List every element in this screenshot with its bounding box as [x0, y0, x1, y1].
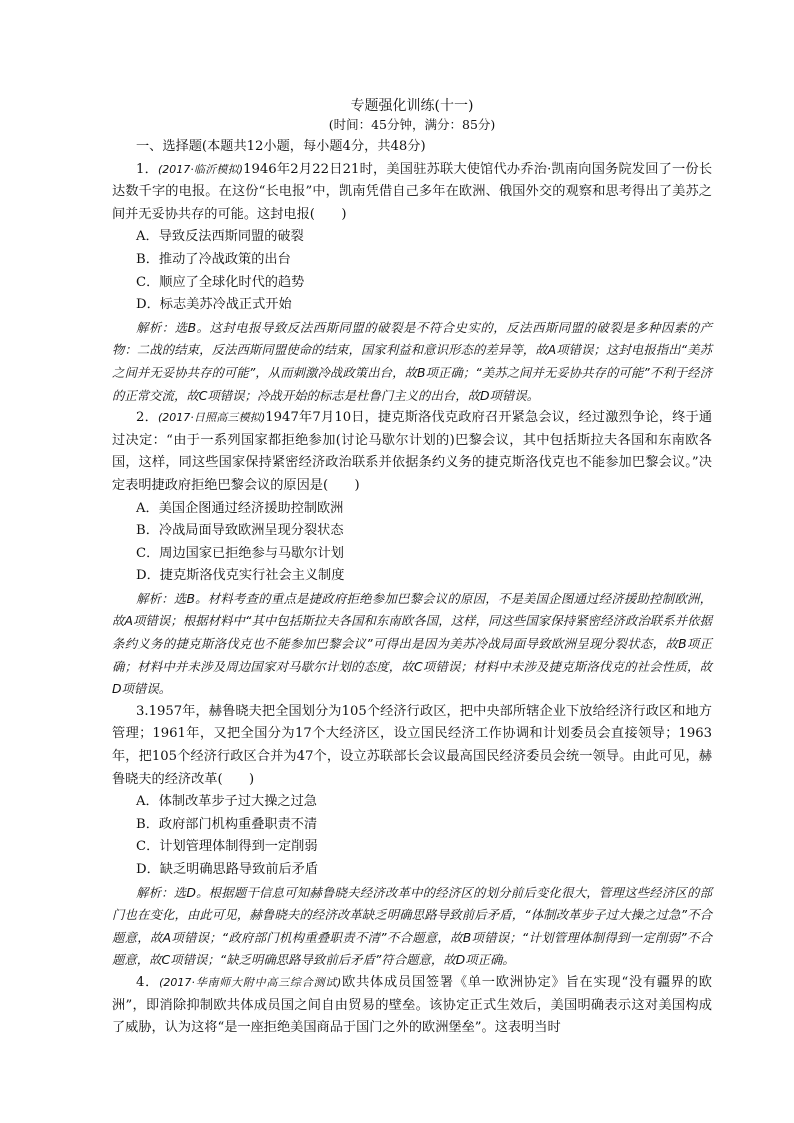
question-2-analysis: 解析：选B。材料考查的重点是捷政府拒绝参加巴黎会议的原因，不是美国企图通过经济援助控制欧洲，故A项错误；根据材料中“其中包括斯拉夫各国和东南欧各国，这样，同这些国家保持紧密经济政治联系并依据条约义务的捷克斯洛伐克也不能参加巴黎会议”可得出是因为美苏冷战局面导致欧洲呈现分裂状态，故B项正确；材料中并未涉及周边国家对马歇尔计划的态度，故C项错误；材料中未涉及捷克斯洛伐克的社会性质，故D项错误。 [112, 590, 712, 697]
question-1-source: (2017·临沂模拟) [158, 162, 244, 176]
question-1-option-d: D．标志美苏冷战正式开始 [136, 297, 292, 313]
question-4-stem [112, 972, 712, 1040]
question-1-option-c: C．顺应了全球化时代的趋势 [136, 274, 305, 290]
question-2-option-d: D．捷克斯洛伐克实行社会主义制度 [136, 568, 345, 584]
question-2-option-b: B．冷战局面导致欧洲呈现分裂状态 [136, 523, 344, 539]
question-3-option-a: A．体制改革步子过大操之过急 [136, 794, 317, 810]
question-1-option-b: B．推动了冷战政策的出台 [136, 251, 291, 267]
question-4-number: 4． [136, 974, 160, 990]
question-1-stem [112, 159, 712, 227]
question-3-analysis: 解析：选D。根据题干信息可知赫鲁晓夫经济改革中的经济区的划分前后变化很大，管理这些经济区的部门也在变化，由此可见，赫鲁晓夫的经济改革缺乏明确思路导致前后矛盾，“体制改革步子过大操之过急”不合题意，故A项错误；“政府部门机构重叠职责不清”不合题意，故B项错误；“计划管理体制得到一定削弱”不合题意，故C项错误；“缺乏明确思路导致前后矛盾”符合题意，故D项正确。 [112, 884, 712, 968]
question-1-option-a: A．导致反法西斯同盟的破裂 [136, 229, 304, 245]
section-heading: 一、选择题(本题共12小题，每小题4分，共48分) [136, 139, 426, 154]
question-3-option-b: B．政府部门机构重叠职责不清 [136, 816, 318, 832]
question-3-option-d: D．缺乏明确思路导致前后矛盾 [136, 862, 319, 877]
question-4-source: (2017·华南师大附中高三综合测试) [159, 975, 342, 989]
question-2-number: 2． [136, 410, 158, 426]
question-3-text: 1957年，赫鲁晓夫把全国划分为105个经济行政区，把中央部所辖企业下放给经济行政区和地方管理；1961年，又把全国分为17个大经济区，设立国民经济工作协调和计划委员会直接领导；1963年，把105个经济行政区合并为47个，设立苏联部长会议最高国民经济委员会统一领导。由此可见，赫鲁晓夫的经济改革( ) [112, 703, 712, 787]
question-3-option-c: C．计划管理体制得到一定削弱 [136, 839, 318, 855]
question-1-number: 1． [136, 161, 158, 177]
question-1-analysis: 解析：选B。这封电报导致反法西斯同盟的破裂是不符合史实的，反法西斯同盟的破裂是多种因素的产物：二战的结束，反法西斯同盟使命的结束，国家利益和意识形态的差异等，故A项错误；这封电报指出“美苏之间并无妥协共存的可能”，从而刺激冷战政策出台，故B项正确；“美苏之间并无妥协共存的可能”不利于经济的正常交流，故C项错误；冷战开始的标志是杜鲁门主义的出台，故D项错误。 [112, 319, 712, 403]
question-2-source: (2017·日照高三模拟) [157, 411, 266, 425]
question-3-stem [112, 701, 712, 791]
page-title: 专题强化训练(十一) [350, 98, 474, 114]
question-3-number: 3. [136, 703, 149, 719]
page-subtitle: (时间：45分钟，满分：85分) [328, 117, 496, 132]
question-2-stem [112, 407, 712, 497]
question-2-option-a: A．美国企图通过经济援助控制欧洲 [136, 500, 344, 516]
question-1-text: 1946年2月22日21时，美国驻苏联大使馆代办乔治·凯南向国务院发回了一份长达数千字的电报。在这份“长电报”中，凯南凭借自己多年在欧洲、俄国外交的观察和思考得出了美苏之间并无妥协共存的可能。这封电报( ) [112, 161, 713, 222]
question-2-option-c: C．周边国家已拒绝参与马歇尔计划 [136, 545, 344, 561]
question-4-text: 欧共体成员国签署《单一欧洲协定》旨在实现“没有疆界的欧洲”，即消除抑制欧共体成员国之间自由贸易的壁垒。该协定正式生效后，美国明确表示这对美国构成了威胁，认为这将“是一座拒绝美国商品于国门之外的欧洲堡垒”。这表明当时 [112, 974, 712, 1036]
question-2-text: 1947年7月10日，捷克斯洛伐克政府召开紧急会议，经过激烈争论，终于通过决定：“由于一系列国家都拒绝参加(讨论马歇尔计划的)巴黎会议，其中包括斯拉夫各国和东南欧各国，这样，同这些国家保持紧密经济政治联系并依据条约义务的捷克斯洛伐克也不能参加巴黎会议。”决定表明捷政府拒绝巴黎会议的原因是( ) [112, 410, 713, 493]
document-content [112, 96, 712, 1040]
